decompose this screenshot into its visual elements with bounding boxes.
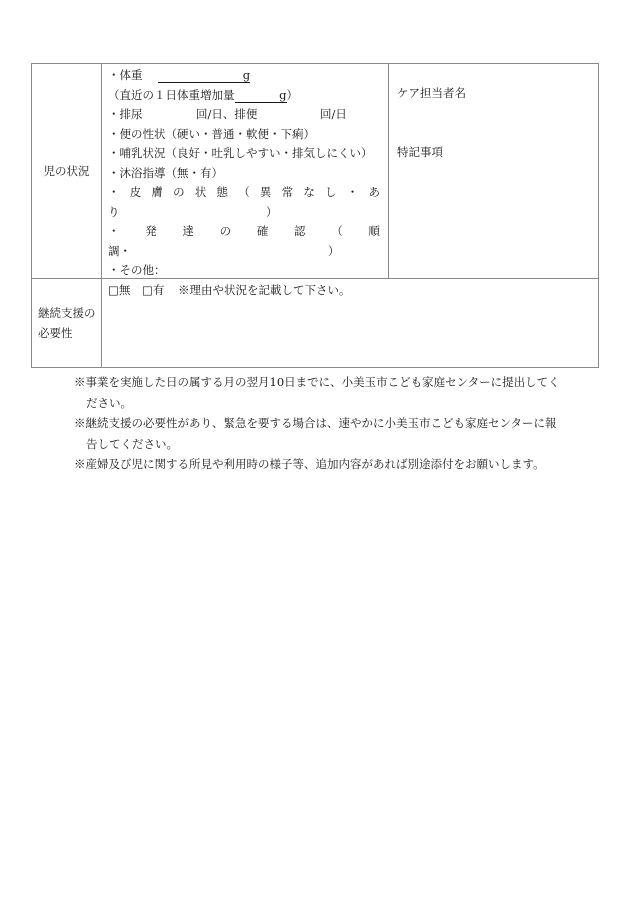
report-form-table: [31, 63, 599, 368]
skin-char: な: [303, 185, 315, 199]
weight-line: [108, 66, 382, 86]
daily-gain-line: [108, 86, 382, 106]
remarks-label: 特記事項: [397, 145, 443, 159]
skin-char: 状: [194, 185, 207, 199]
skin-char: 膚: [151, 185, 163, 199]
skin-char: の: [173, 185, 185, 199]
development-char: 認: [294, 224, 306, 238]
development-char: 発: [145, 224, 157, 238]
daily-gain-close: ）: [286, 87, 298, 102]
continued-support-label-1: 継続支援の: [38, 306, 96, 320]
skin-char: 異: [259, 185, 272, 199]
development-close: ）: [328, 243, 340, 258]
skin-close: ）: [266, 204, 278, 219]
child-status-row: [32, 64, 598, 279]
development-continuation: 調・: [108, 243, 131, 258]
development-line: [108, 222, 380, 242]
development-line-2: [108, 242, 382, 262]
child-status-label-cell: [32, 64, 102, 278]
stool-line: ・便の性状（硬い・普通・軟便・下痢）: [108, 126, 315, 141]
note-1-line-2: ださい。: [86, 395, 132, 410]
skin-continuation: り: [108, 204, 120, 219]
note-3-line-1: ※産婦及び児に関する所見や利用時の様子等、追加内容があれば別途添付をお願いします。: [74, 457, 545, 471]
support-options-line: [108, 281, 592, 301]
development-char: 達: [182, 224, 194, 238]
development-char: （: [331, 224, 343, 238]
skin-char: あ: [368, 185, 380, 199]
child-status-details: [102, 64, 389, 278]
skin-char: 態: [216, 185, 229, 199]
development-char: 順: [368, 224, 380, 238]
continued-support-label-2: 必要性: [38, 326, 73, 340]
urination-unit: 回/日、排便: [196, 107, 258, 121]
caregiver-remarks-cell: [389, 64, 598, 278]
support-instruction: ※理由や状況を記載して下さい。: [178, 283, 351, 297]
skin-char: ・: [346, 185, 359, 199]
skin-char: し: [325, 185, 337, 199]
footnotes: [74, 372, 574, 475]
weight-unit: g: [242, 68, 251, 82]
checkbox-yes[interactable]: □有: [142, 283, 165, 297]
checkbox-none[interactable]: □無: [108, 283, 131, 297]
weight-field[interactable]: [158, 68, 250, 83]
skin-char: 皮: [129, 185, 142, 199]
caregiver-name-label: ケア担当者名: [397, 86, 466, 100]
development-char: ・: [108, 224, 120, 238]
skin-line: [108, 183, 380, 203]
weight-label: ・体重: [108, 68, 143, 82]
child-status-label: 児の状況: [43, 164, 90, 178]
excretion-line: [108, 105, 382, 125]
daily-gain-unit: g: [279, 87, 287, 102]
note-1-line-1: ※事業を実施した日の属する月の翌月10日までに、小美玉市こども家庭センターに提出してく: [74, 375, 560, 389]
feeding-line: ・哺乳状況（良好・吐乳しやすい・排気しにくい）: [108, 146, 373, 160]
note-2-line-1: ※継続支援の必要性があり、緊急を要する場合は、速やかに小美玉市こども家庭センターに報: [74, 416, 557, 430]
note-2-line-2: 告してください。: [86, 436, 178, 451]
daily-gain-label: （直近の１日体重増加量: [108, 87, 235, 102]
bath-line: ・沐浴指導（無・有）: [108, 165, 223, 180]
daily-gain-field[interactable]: [235, 88, 287, 103]
other-line: ・その他：: [108, 263, 166, 277]
continued-support-row: [32, 279, 598, 367]
skin-char: 常: [281, 185, 294, 199]
skin-char: ・: [108, 185, 120, 199]
urination-label: ・排尿: [108, 107, 143, 121]
continued-support-content: [102, 279, 598, 371]
defecation-unit: 回/日: [320, 107, 347, 121]
skin-char: （: [238, 185, 250, 199]
development-char: 確: [256, 224, 269, 238]
development-char: の: [219, 224, 232, 238]
continued-support-label-cell: [32, 279, 102, 367]
skin-line-2: [108, 203, 382, 223]
